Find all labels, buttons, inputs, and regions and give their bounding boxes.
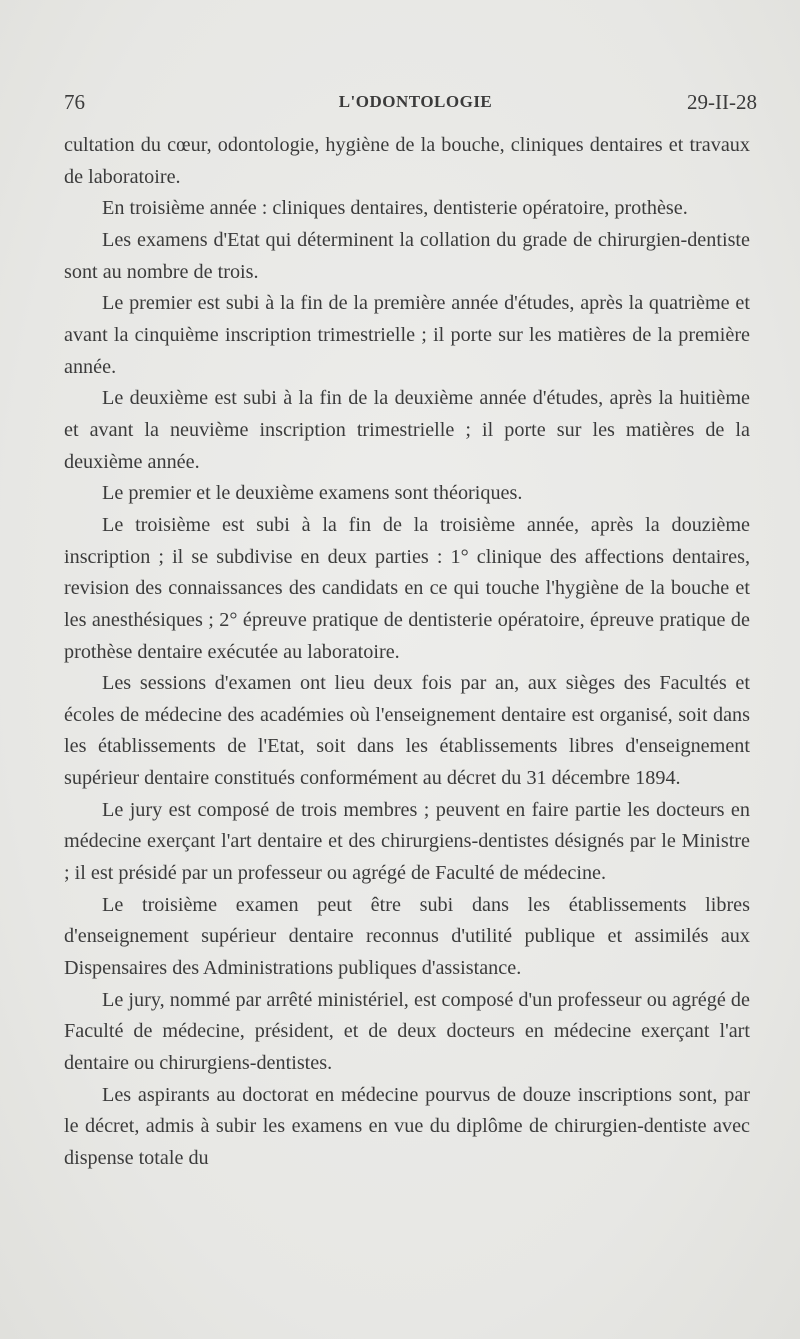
paragraph: Les sessions d'examen ont lieu deux fois par an, aux sièges des Facultés et écoles de médecine des académies où l'enseignement dentaire est organisé, soit dans les établissements de l'Etat, soit dans les établissements libres d'enseignement supérieur dentaire constitués conformément au décret du 31 décembre 1894. bbox=[64, 672, 750, 790]
paragraph: cultation du cœur, odontologie, hygiène de la bouche, cliniques dentaires et travaux de laboratoire. bbox=[64, 134, 750, 188]
running-title: L'ODONTOLOGIE bbox=[338, 92, 493, 111]
paragraph: Le troisième examen peut être subi dans les établissements libres d'enseignement supérieur dentaire reconnus d'utilité publique et assimilés aux Dispensaires des Administrations publiques d'assistance. bbox=[64, 893, 750, 980]
paragraph: Les examens d'Etat qui déterminent la collation du grade de chirurgien-dentiste sont au nombre de trois. bbox=[64, 228, 750, 283]
issue-date: 29-II-28 bbox=[687, 90, 757, 114]
paragraph: Le premier et le deuxième examens sont théoriques. bbox=[102, 482, 523, 505]
paragraph: En troisième année : cliniques dentaires, dentisterie opératoire, prothèse. bbox=[102, 197, 688, 220]
body-text bbox=[64, 130, 750, 1175]
paragraph: Le jury est composé de trois membres ; peuvent en faire partie les docteurs en médecine exerçant l'art dentaire et des chirurgiens-dentistes désignés par le Ministre ; il est présidé par un professeur ou agrégé de Faculté de médecine. bbox=[64, 798, 750, 885]
paragraph: Le troisième est subi à la fin de la troisième année, après la douzième inscription ; il se subdivise en deux parties : 1° clinique des affections dentaires, revision des connaissances des candidats en ce qui touche l'hygiène de la bouche et les anesthésiques ; 2° épreuve pratique de dentisterie opératoire, épreuve pratique de prothèse dentaire exécutée au laboratoire. bbox=[64, 513, 750, 663]
paragraph: Le premier est subi à la fin de la première année d'études, après la quatrième et avant la cinquième inscription trimestrielle ; il porte sur les matières de la première année. bbox=[64, 292, 750, 378]
paragraph: Le deuxième est subi à la fin de la deuxième année d'études, après la huitième et avant la neuvième inscription trimestrielle ; il porte sur les matières de la deuxième année. bbox=[64, 387, 750, 473]
paragraph: Les aspirants au doctorat en médecine pourvus de douze inscriptions sont, par le décret, admis à subir les examens en vue du diplôme de chirurgien-dentiste avec dispense totale du bbox=[64, 1083, 750, 1169]
page-header bbox=[64, 90, 757, 120]
paragraph: Le jury, nommé par arrêté ministériel, est composé d'un professeur ou agrégé de Faculté de médecine, président, et de deux docteurs en médecine exerçant l'art dentaire ou chirurgiens-dentistes. bbox=[64, 988, 750, 1075]
page-number: 76 bbox=[64, 90, 85, 114]
